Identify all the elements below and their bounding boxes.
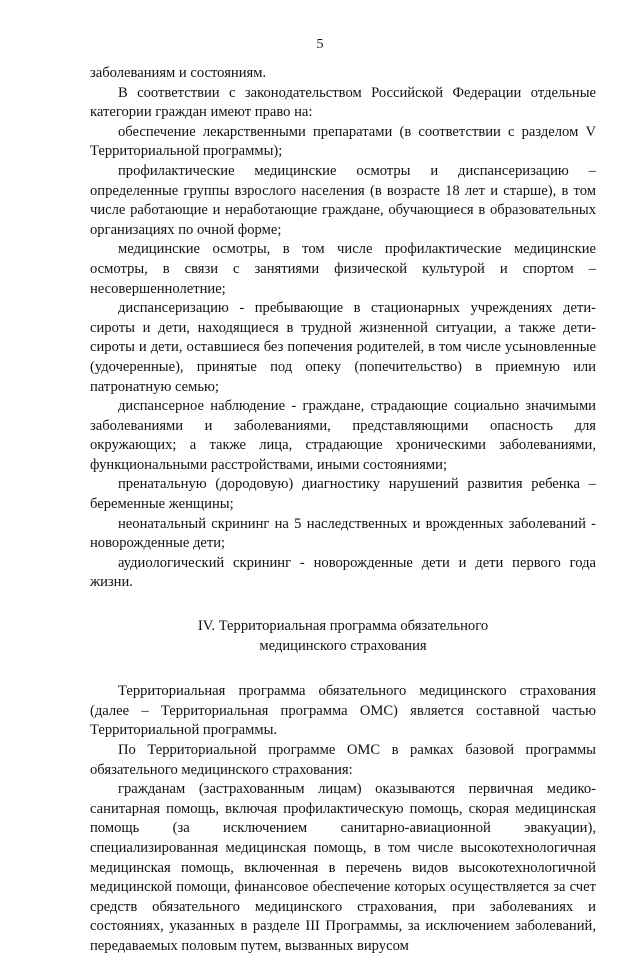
document-body xyxy=(90,64,596,957)
paragraph: диспансеризацию - пребывающие в стационарных учреждениях дети-сироты и дети, находящиеся в трудной жизненной ситуации, а также дети-сироты и дети, оставшиеся без попечения родителей, в том числе усыновленные (удочеренные), принятые под опеку (попечительство) в приемную или патронатную семью; xyxy=(90,300,596,395)
paragraphs-before-section xyxy=(90,64,596,593)
paragraph: Территориальная программа обязательного медицинского страхования (далее – Территориальная программа ОМС) является составной частью Территориальной программы. xyxy=(90,683,596,739)
paragraph: По Территориальной программе ОМС в рамках базовой программы обязательного медицинского страхования: xyxy=(90,742,596,778)
paragraph: заболеваниям и состояниям. xyxy=(90,65,267,81)
paragraph: обеспечение лекарственными препаратами (в соответствии с разделом V Территориальной программы); xyxy=(90,123,596,160)
section-heading xyxy=(90,617,596,656)
section-heading-line-2: медицинского страхования xyxy=(259,637,427,654)
paragraph: профилактические медицинские осмотры и диспансеризацию – определенные группы взрослого населения (в возрасте 18 лет и старше), в том числе работающие и неработающие граждане, обучающиеся в образовательных организациях по очной форме; xyxy=(90,162,596,238)
paragraph: диспансерное наблюдение - граждане, страдающие социально значимыми заболеваниями и заболеваниями, представляющими опасность для окружающих; а также лица, страдающие хроническими заболеваниями, функциональными расстройствами, иными состояниями; xyxy=(90,398,596,473)
section-heading-line-1: IV. Территориальная программа обязательного xyxy=(197,618,489,635)
paragraph: неонатальный скрининг на 5 наследственных и врожденных заболеваний - новорожденные дети; xyxy=(90,515,596,552)
paragraph: аудиологический скрининг - новорожденные дети и дети первого года жизни. xyxy=(90,554,596,591)
paragraphs-after-section xyxy=(90,682,596,956)
paragraph: В соответствии с законодательством Российской Федерации отдельные категории граждан имеют право на: xyxy=(90,84,596,121)
paragraph: медицинские осмотры, в том числе профилактические медицинские осмотры, в связи с занятиями физической культурой и спортом – несовершеннолетние; xyxy=(90,241,596,297)
page-number: 5 xyxy=(316,37,324,52)
paragraph: гражданам (застрахованным лицам) оказываются первичная медико-санитарная помощь, включая профилактическую помощь, скорая медицинская помощь (за исключением санитарно-авиационной эвакуации), специализированная медицинская помощь, в том числе высокотехнологичная медицинская помощь, включенная в перечень видов высокотехнологичной медицинской помощи, финансовое обеспечение которых осуществляется за счет средств обязательного медицинского страхования, при заболеваниях и состояниях, указанных в разделе III Программы, за исключением заболеваний, передаваемых половым путем, вызванных вирусом xyxy=(90,781,596,954)
paragraph: пренатальную (дородовую) диагностику нарушений развития ребенка – беременные женщины; xyxy=(90,476,596,513)
